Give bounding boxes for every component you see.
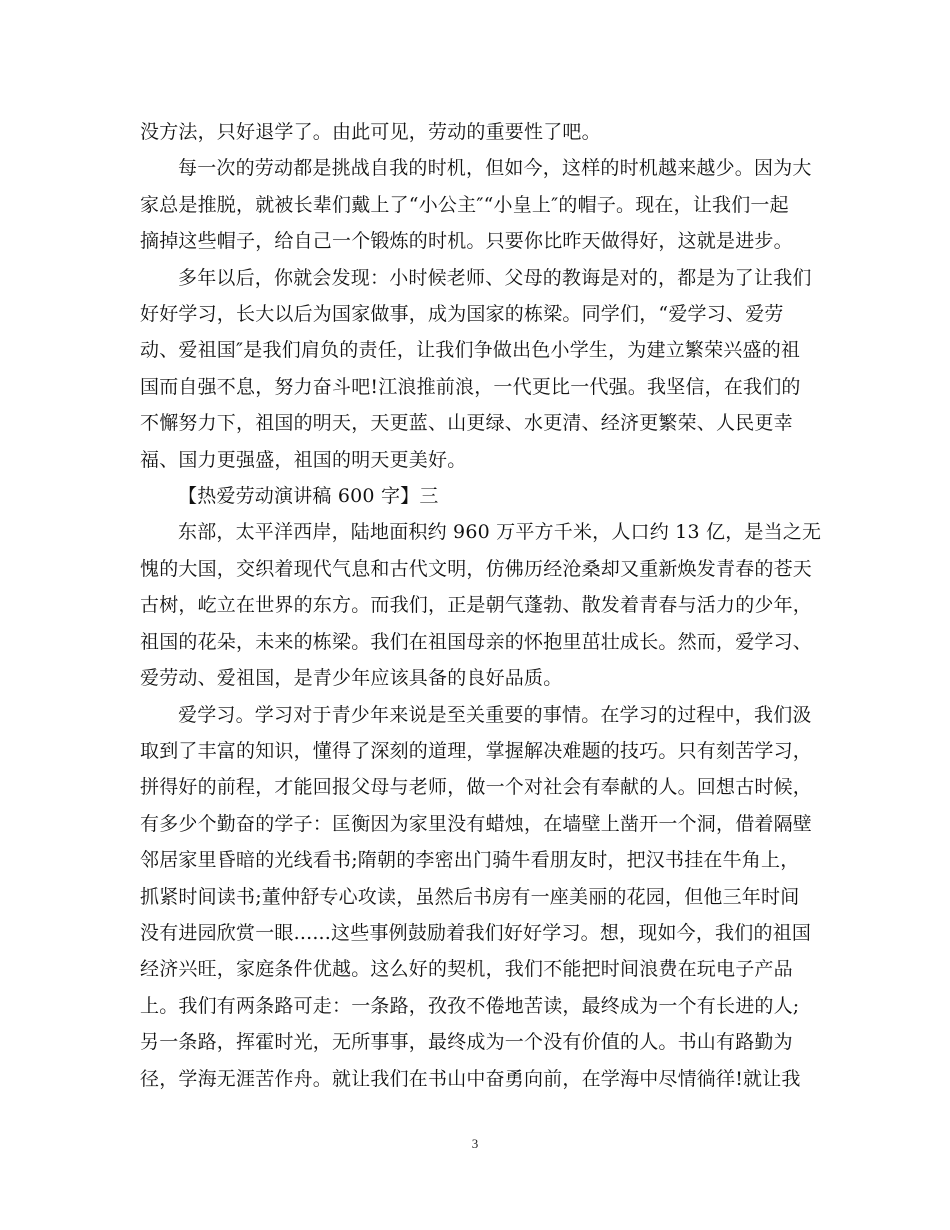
heading-line: 【热爱劳动演讲稿 600 字】三 bbox=[178, 485, 439, 508]
text-line: 古树，屹立在世界的东方。而我们，正是朝气蓬勃、散发着青春与活力的少年， bbox=[140, 594, 813, 617]
text-line: 拼得好的前程，才能回报父母与老师，做一个对社会有奉献的人。回想古时候， bbox=[140, 776, 813, 799]
section-heading bbox=[140, 478, 812, 514]
text-line: 爱学习。学习对于青少年来说是至关重要的事情。在学习的过程中，我们汲 bbox=[178, 703, 812, 726]
paragraph bbox=[140, 514, 822, 696]
paragraph bbox=[140, 150, 812, 259]
text-line: 祖国的花朵，未来的栋梁。我们在祖国母亲的怀抱里茁壮成长。然而，爱学习、 bbox=[140, 630, 813, 653]
text-line: 好好学习，长大以后为国家做事，成为国家的栋梁。同学们，“爱学习、爱劳 bbox=[140, 303, 784, 326]
text-line: 愧的大国，交织着现代气息和古代文明，仿佛历经沧桑却又重新焕发青春的苍天 bbox=[140, 557, 813, 580]
text-line: 没有进园欣赏一眼......这些事例鼓励着我们好好学习。想，现如今，我们的祖国 bbox=[140, 921, 812, 944]
text-line: 径，学海无涯苦作舟。就让我们在书山中奋勇向前，在学海中尽情徜徉!就让我 bbox=[140, 1067, 801, 1090]
text-line: 有多少个勤奋的学子：匡衡因为家里没有蜡烛，在墙壁上凿开一个洞，借着隔壁 bbox=[140, 812, 813, 835]
text-line: 不懈努力下，祖国的明天，天更蓝、山更绿、水更清、经济更繁荣、人民更幸 bbox=[140, 412, 793, 435]
paragraph bbox=[140, 114, 812, 150]
paragraph bbox=[140, 697, 812, 1097]
text-line: 每一次的劳动都是挑战自我的时机，但如今，这样的时机越来越少。因为大 bbox=[178, 157, 812, 180]
text-line: 福、国力更强盛，祖国的明天更美好。 bbox=[140, 448, 467, 471]
text-line: 没方法，只好退学了。由此可见，劳动的重要性了吧。 bbox=[140, 121, 601, 143]
text-line: 经济兴旺，家庭条件优越。这么好的契机，我们不能把时间浪费在玩电子产品 bbox=[140, 958, 793, 981]
text-line: 邻居家里昏暗的光线看书;隋朝的李密出门骑牛看朋友时，把汉书挂在牛角上， bbox=[140, 849, 800, 872]
text-line: 摘掉这些帽子，给自己一个锻炼的时机。只要你比昨天做得好，这就是进步。 bbox=[140, 230, 793, 253]
page-number: 3 bbox=[471, 1136, 479, 1151]
text-line: 多年以后，你就会发现：小时候老师、父母的教诲是对的，都是为了让我们 bbox=[178, 266, 812, 289]
text-line: 爱劳动、爱祖国，是青少年应该具备的良好品质。 bbox=[140, 667, 563, 690]
text-line: 取到了丰富的知识，懂得了深刻的道理，掌握解决难题的技巧。只有刻苦学习， bbox=[140, 739, 813, 762]
text-line: 国而自强不息，努力奋斗吧!江浪推前浪，一代更比一代强。我坚信，在我们的 bbox=[140, 375, 801, 398]
document-body bbox=[140, 114, 822, 1097]
text-line: 另一条路，挥霍时光，无所事事，最终成为一个没有价值的人。书山有路勤为 bbox=[140, 1031, 793, 1054]
text-line: 动、爱祖国″是我们肩负的责任，让我们争做出色小学生，为建立繁荣兴盛的祖 bbox=[140, 339, 801, 362]
text-line: 东部，太平洋西岸，陆地面积约 960 万平方千米，人口约 13 亿，是当之无 bbox=[178, 521, 822, 544]
text-line: 上。我们有两条路可走：一条路，孜孜不倦地苦读，最终成为一个有长进的人; bbox=[140, 994, 800, 1017]
text-line: 抓紧时间读书;董仲舒专心攻读，虽然后书房有一座美丽的花园，但他三年时间 bbox=[140, 885, 800, 908]
paragraph bbox=[140, 260, 812, 478]
text-line: 家总是推脱，就被长辈们戴上了“小公主″“小皇上″的帽子。现在，让我们一起 bbox=[140, 193, 789, 216]
